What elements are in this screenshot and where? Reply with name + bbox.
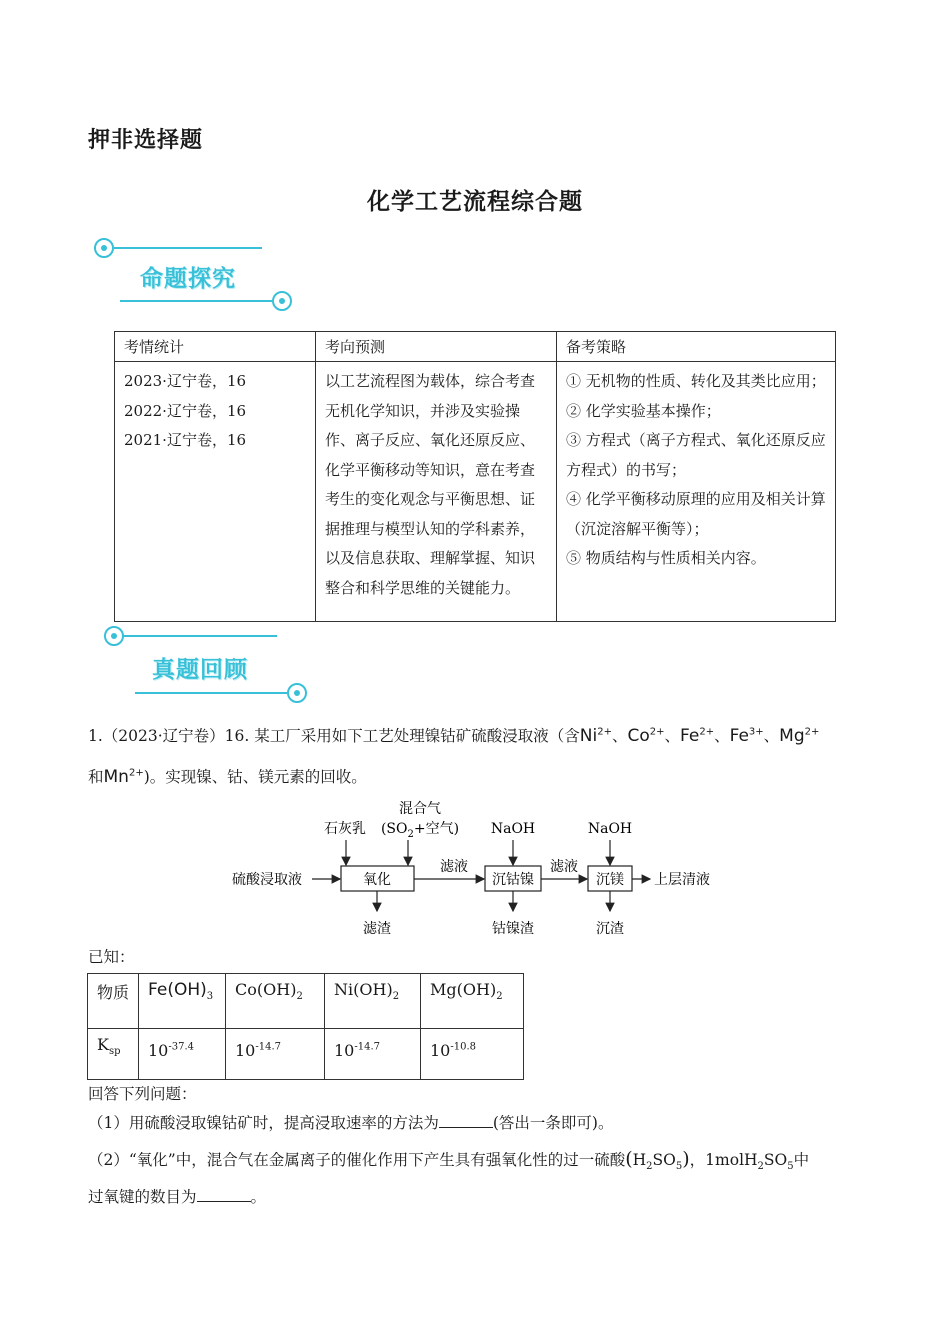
input-mixgas-formula: ($SO_2+$空气) [380, 821, 460, 840]
exam-stat-item: 2022·辽宁卷，16 [124, 401, 247, 420]
answer-label: 回答下列问题： [88, 1085, 197, 1103]
ion-mg: $Mg^{2+}$ [779, 726, 820, 746]
output-residue: 滤渣 [363, 921, 391, 937]
ion-mn: $Mn^{2+}$ [103, 767, 144, 787]
section-heading: 押非选择题 [88, 128, 204, 153]
strategy-item: ⑤ 物质结构与性质相关内容。 [566, 549, 766, 567]
ion-fe2: $Fe^{2+}$ [680, 726, 715, 746]
exam-stats-cell [115, 362, 316, 622]
box-oxidation-label: 氧化 [363, 872, 391, 888]
question-1: （1）用硫酸浸取镍钴矿时，提高浸取速率的方法为 (答出一条即可)。 [88, 1114, 614, 1132]
known-label: 已知： [88, 948, 135, 966]
input-naoh-2: NaOH [587, 821, 633, 837]
ksp-value: $10^{-14.7}$ [325, 1029, 421, 1080]
input-lime: 石灰乳 [324, 821, 366, 837]
question-intro-line2: 和$Mn^{2+}$)。实现镍、钴、镁元素的回收。 [88, 767, 367, 787]
table-header: 考情统计 [115, 332, 316, 362]
ion-co: $Co^{2+}$ [627, 726, 665, 746]
output-sediment: 沉渣 [596, 921, 624, 937]
question-2-line2: 过氧键的数目为 。 [88, 1188, 267, 1206]
ksp-substance: $Co(OH)_2$ [226, 974, 325, 1029]
section-banner-exploration [90, 234, 300, 318]
ksp-row-label: $K_{sp}$ [88, 1029, 139, 1080]
filtrate-label-2: 滤液 [550, 859, 578, 875]
banner-label: 真题回顾 [152, 657, 248, 683]
ksp-value: $10^{-10.8}$ [421, 1029, 524, 1080]
process-flow-diagram [230, 797, 730, 942]
filtrate-label-1: 滤液 [440, 859, 468, 875]
ksp-header-label: 物质 [88, 974, 139, 1029]
ion-ni: $Ni^{2+}$ [579, 726, 612, 746]
box-mg-label: 沉镁 [596, 872, 624, 888]
strategy-item: ① 无机物的性质、转化及其类比应用； [566, 372, 826, 390]
exam-overview-table [114, 331, 836, 622]
ksp-substance: $Fe(OH)_3$ [139, 974, 226, 1029]
question-stem: 1.（2023·辽宁卷）16. 某工厂采用如下工艺处理镍钴矿硫酸浸取液（含 [88, 727, 580, 745]
table-header: 备考策略 [557, 332, 836, 362]
exam-strategy-cell [557, 362, 836, 622]
ksp-value: $10^{-37.4}$ [139, 1029, 226, 1080]
banner-label: 命题探究 [140, 266, 236, 292]
table-header: 考向预测 [316, 332, 557, 362]
exam-stat-item: 2023·辽宁卷，16 [124, 372, 247, 390]
output-co-ni-residue: 钴镍渣 [492, 921, 534, 937]
strategy-item: ④ 化学平衡移动原理的应用及相关计算（沉淀溶解平衡等）； [566, 490, 826, 538]
ksp-substance: $Ni(OH)_2$ [325, 974, 421, 1029]
ion-fe3: $Fe^{3+}$ [729, 726, 764, 746]
flow-input-label: 硫酸浸取液 [232, 872, 302, 888]
strategy-item: ② 化学实验基本操作； [566, 401, 721, 420]
question-intro: 1.（2023·辽宁卷）16. 某工厂采用如下工艺处理镍钴矿硫酸浸取液（含$Ni^{2+}$、$Co^{2+}$、$Fe^{2+}$、$Fe^{3+}$、$Mg^{2+}$ [88, 726, 820, 746]
exam-stat-item: 2021·辽宁卷，16 [124, 431, 247, 449]
box-co-ni-label: 沉钴镍 [492, 872, 534, 888]
question-2: （2）“氧化”中，混合气在金属离子的催化作用下产生具有强氧化性的过一硫酸$(H_2SO_5)$，$1molH_2SO_5$中 [88, 1148, 810, 1173]
strategy-item: ③ 方程式（离子方程式、氧化还原反应方程式）的书写； [566, 431, 826, 479]
answer-blank-1[interactable] [439, 1112, 493, 1128]
answer-blank-2[interactable] [197, 1186, 251, 1202]
ksp-table [87, 973, 524, 1080]
section-banner-review [100, 622, 315, 706]
ksp-substance: $Mg(OH)_2$ [421, 974, 524, 1029]
input-mixgas: 混合气 [399, 801, 441, 817]
final-output-label: 上层清液 [654, 872, 710, 888]
page-title: 化学工艺流程综合题 [367, 189, 583, 215]
exam-prediction-cell: 以工艺流程图为载体，综合考查无机化学知识，并涉及实验操作、离子反应、氧化还原反应、化学平衡移动等知识，意在考查考生的变化观念与平衡思想、证据推理与模型认知的学科素养，以及信息获取、理解掌握、知识整合和科学思维的关键能力。 [316, 362, 557, 622]
input-naoh-1: NaOH [490, 821, 536, 837]
ksp-value: $10^{-14.7}$ [226, 1029, 325, 1080]
